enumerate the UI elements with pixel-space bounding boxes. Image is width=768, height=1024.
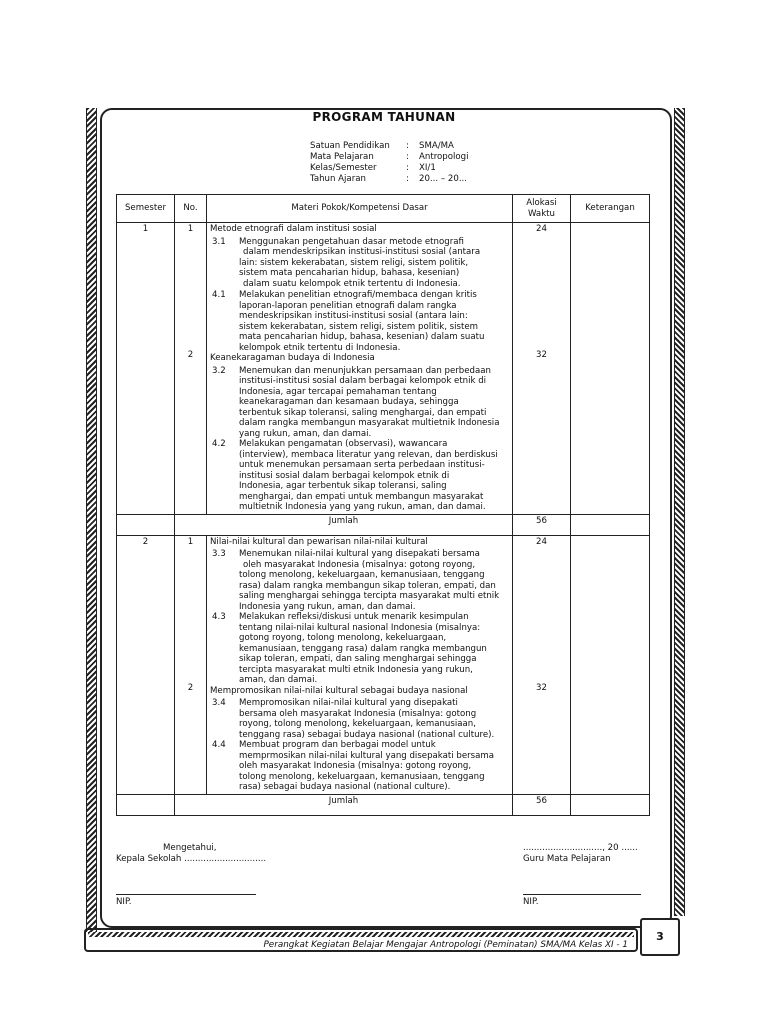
sig-guru: Guru Mata Pelajaran (523, 854, 611, 864)
table-row (117, 535, 650, 794)
no-1: 1 (187, 224, 194, 234)
meta-row-mapel (310, 152, 469, 163)
kd-line: tolong menolong, kekeluargaan, kemanusiaan, tenggang (239, 771, 485, 782)
table-header-row (117, 195, 650, 223)
kd-line: mendeskripsikan institusi-institusi sosial (antara lain: (239, 311, 468, 321)
kd-line: mata pencaharian hidup, bahasa, kesenian) dalam suatu (239, 332, 485, 342)
kd-line: Melakukan pengamatan (observasi), wawancara (239, 439, 448, 449)
kd-line: saling menghargai sehingga tercipta masyarakat multi etnik (239, 591, 500, 601)
kd-text (239, 740, 509, 793)
document-meta (310, 141, 469, 185)
jumlah-row (117, 794, 650, 815)
kd-line: terbentuk sikap toleransi, saling menghargai, dan empati (239, 407, 487, 418)
kd-line: rasa) dalam rangka membangun sikap toleran, empati, dan (239, 580, 496, 591)
materi-pokok: Metode etnografi dalam institusi sosial (210, 224, 377, 234)
keterangan-cell (571, 223, 650, 515)
jumlah-keterangan (571, 514, 650, 535)
header-keterangan: Keterangan (571, 195, 650, 223)
kd-line: Menemukan nilai-nilai kultural yang disepakati bersama (239, 549, 480, 559)
meta-label: Satuan Pendidikan (310, 141, 390, 151)
kd-line: sistem kekerabatan, sistem religi, sistem politik, sistem (239, 321, 479, 332)
jumlah-empty (117, 794, 175, 815)
no-1: 1 (187, 536, 194, 547)
meta-value: SMA/MA (419, 141, 454, 151)
kd-number: 3.4 (212, 698, 226, 708)
kd-line: royong, tolong menolong, kekeluargaan, kemanusiaan, (239, 719, 476, 729)
alokasi-2: 32 (536, 349, 547, 360)
meta-label: Mata Pelajaran (310, 152, 374, 162)
alokasi-1: 24 (536, 536, 547, 547)
kd-line: lain: sistem kekerabatan, sistem religi, sistem politik, (239, 257, 469, 268)
keterangan-cell (571, 535, 650, 794)
sig-mengetahui: Mengetahui, (163, 843, 217, 853)
meta-sep: : (406, 163, 409, 173)
kd-text (239, 290, 509, 353)
sig-nip-right: NIP. (523, 897, 539, 907)
no-2: 2 (187, 683, 194, 693)
kd-text (239, 366, 509, 440)
jumlah-label: Jumlah (175, 794, 513, 815)
kd-number: 4.1 (212, 290, 226, 300)
kd-number: 4.3 (212, 612, 226, 622)
header-materi: Materi Pokok/Kompetensi Dasar (207, 195, 513, 223)
jumlah-value: 56 (513, 794, 571, 815)
jumlah-empty (117, 514, 175, 535)
kd-line: tercipta masyarakat multi etnik Indonesia yang rukun, (239, 664, 473, 675)
kd-line: rasa) sebagai budaya nasional (national culture). (239, 782, 451, 792)
kd-line: Menemukan dan menunjukkan persamaan dan perbedaan (239, 365, 491, 376)
no-cell (175, 223, 207, 515)
kd-item (210, 740, 509, 793)
header-semester: Semester (117, 195, 175, 223)
page-title: PROGRAM TAHUNAN (312, 110, 456, 124)
kd-line: sikap toleran, empati, dan saling menghargai sehingga (239, 654, 477, 664)
meta-row-tahun (310, 174, 469, 185)
kd-number: 4.2 (212, 439, 226, 449)
left-border-stripe (86, 108, 97, 932)
header-alokasi-line2: Waktu (527, 208, 555, 219)
kd-line: Indonesia, agar tercapai pemahaman tentang (239, 386, 437, 397)
table-row (117, 223, 650, 515)
materi-pokok: Nilai-nilai kultural dan pewarisan nilai-nilai kultural (210, 536, 428, 547)
kd-line: tolong menolong, kekeluargaan, kemanusiaan, tenggang (239, 570, 485, 580)
kd-line: memprmosikan nilai-nilai kultural yang disepakati bersama (239, 750, 495, 761)
kd-item (210, 439, 509, 513)
kd-line: keanekaragaman dan kesamaan budaya, sehingga (239, 397, 459, 407)
meta-value: Antropologi (419, 152, 469, 162)
kd-line: Mempromosikan nilai-nilai kultural yang disepakati (239, 698, 458, 708)
header-alokasi (513, 195, 571, 223)
kd-line: dalam mendeskripsikan institusi-institusi sosial (antara (243, 247, 481, 257)
kd-line: gotong royong, tolong menolong, kekeluargaan, (239, 633, 447, 643)
kd-text (239, 237, 509, 290)
page-number: 3 (640, 918, 680, 956)
kd-number: 3.2 (212, 365, 226, 376)
kd-line: Menggunakan pengetahuan dasar metode etnografi (239, 236, 464, 247)
kd-line: kelompok etnik tertentu di Indonesia. (239, 342, 401, 353)
kd-line: oleh masyarakat Indonesia (misalnya: gotong royong, (243, 559, 476, 570)
kd-item (210, 612, 509, 686)
footer-stripe (88, 932, 634, 937)
footer-bar (84, 928, 638, 952)
jumlah-label: Jumlah (175, 514, 513, 535)
kd-line: kemanusiaan, tenggang rasa) dalam rangka membangun (239, 643, 487, 654)
kd-number: 3.3 (212, 549, 226, 559)
meta-sep: : (406, 174, 409, 184)
sig-line-left (116, 894, 256, 895)
kd-text (239, 439, 509, 513)
materi-cell (207, 535, 513, 794)
right-border-stripe (674, 108, 685, 916)
kd-line: menghargai, dan empati untuk membangun masyarakat (239, 491, 484, 502)
kd-line: laporan-laporan penelitian etnografi dalam rangka (239, 300, 457, 311)
meta-sep: : (406, 141, 409, 151)
alokasi-cell (513, 535, 571, 794)
kd-line: institusi-institusi sosial dalam berbagai kelompok etnik di (239, 376, 487, 386)
kd-line: oleh masyarakat Indonesia (misalnya: gotong royong, (239, 761, 472, 771)
kd-line: multietnik Indonesia yang yang rukun, aman, dan damai. (239, 502, 486, 512)
materi-pokok: Keanekaragaman budaya di Indonesia (210, 353, 375, 363)
meta-label: Kelas/Semester (310, 163, 377, 173)
kd-line: Indonesia yang rukun, aman, dan damai. (239, 601, 416, 612)
semester-cell: 1 (117, 223, 175, 515)
meta-value: 20... – 20... (419, 174, 468, 184)
header-alokasi-line1: Alokasi (526, 198, 557, 208)
jumlah-keterangan (571, 794, 650, 815)
sig-nip-left: NIP. (116, 897, 132, 907)
kd-line: dalam suatu kelompok etnik tertentu di Indonesia. (243, 278, 461, 289)
kd-text (239, 612, 509, 686)
sig-kepala-sekolah: Kepala Sekolah .............................. (116, 854, 267, 864)
materi-pokok: Mempromosikan nilai-nilai kultural sebagai budaya nasional (210, 685, 468, 696)
kd-item (210, 366, 509, 440)
kd-line: sistem mata pencaharian hidup, bahasa, kesenian) (239, 268, 460, 278)
sig-line-right (523, 894, 641, 895)
meta-label: Tahun Ajaran (310, 174, 366, 184)
meta-row-satuan (310, 141, 469, 152)
kd-line: dalam rangka membangun masyarakat multietnik Indonesia (239, 418, 500, 428)
kd-text (239, 549, 509, 612)
kd-item (210, 549, 509, 612)
kd-line: institusi sosial dalam berbagai kelompok etnik di (239, 470, 450, 481)
kd-number: 4.4 (212, 740, 226, 750)
kd-line: yang rukun, aman, dan damai. (239, 428, 372, 439)
kd-line: Melakukan refleksi/diskusi untuk menarik kesimpulan (239, 612, 469, 622)
kd-line: bersama oleh masyarakat Indonesia (misalnya: gotong (239, 708, 477, 719)
kd-line: Melakukan penelitian etnografi/membaca dengan kritis (239, 290, 477, 300)
alokasi-cell (513, 223, 571, 515)
program-table (116, 194, 650, 816)
kd-item (210, 698, 509, 740)
footer-text: Perangkat Kegiatan Belajar Mengajar Antropologi (Peminatan) SMA/MA Kelas XI - 1 (263, 940, 628, 950)
alokasi-1: 24 (536, 224, 547, 234)
kd-line: untuk menemukan persamaan serta perbedaan institusi- (239, 460, 485, 470)
no-2: 2 (187, 349, 194, 360)
meta-value: XI/1 (419, 163, 436, 173)
materi-cell (207, 223, 513, 515)
semester-cell: 2 (117, 535, 175, 794)
meta-sep: : (406, 152, 409, 162)
kd-line: tentang nilai-nilai kultural nasional Indonesia (misalnya: (239, 622, 481, 633)
kd-line: Membuat program dan berbagai model untuk (239, 740, 436, 750)
kd-line: aman, dan damai. (239, 675, 318, 685)
kd-line: (interview), membaca literatur yang relevan, dan berdiskusi (239, 449, 498, 460)
meta-row-kelas (310, 163, 469, 174)
header-no: No. (175, 195, 207, 223)
kd-line: tenggang rasa) sebagai budaya nasional (national culture). (239, 729, 495, 740)
kd-item (210, 290, 509, 353)
kd-line: Indonesia, agar terbentuk sikap toleransi, saling (239, 481, 447, 491)
jumlah-value: 56 (513, 514, 571, 535)
sig-date: ............................., 20 ...... (523, 843, 638, 853)
kd-text (239, 698, 509, 740)
no-cell (175, 535, 207, 794)
alokasi-2: 32 (536, 683, 547, 693)
jumlah-row (117, 514, 650, 535)
kd-number: 3.1 (212, 236, 226, 247)
kd-item (210, 237, 509, 290)
